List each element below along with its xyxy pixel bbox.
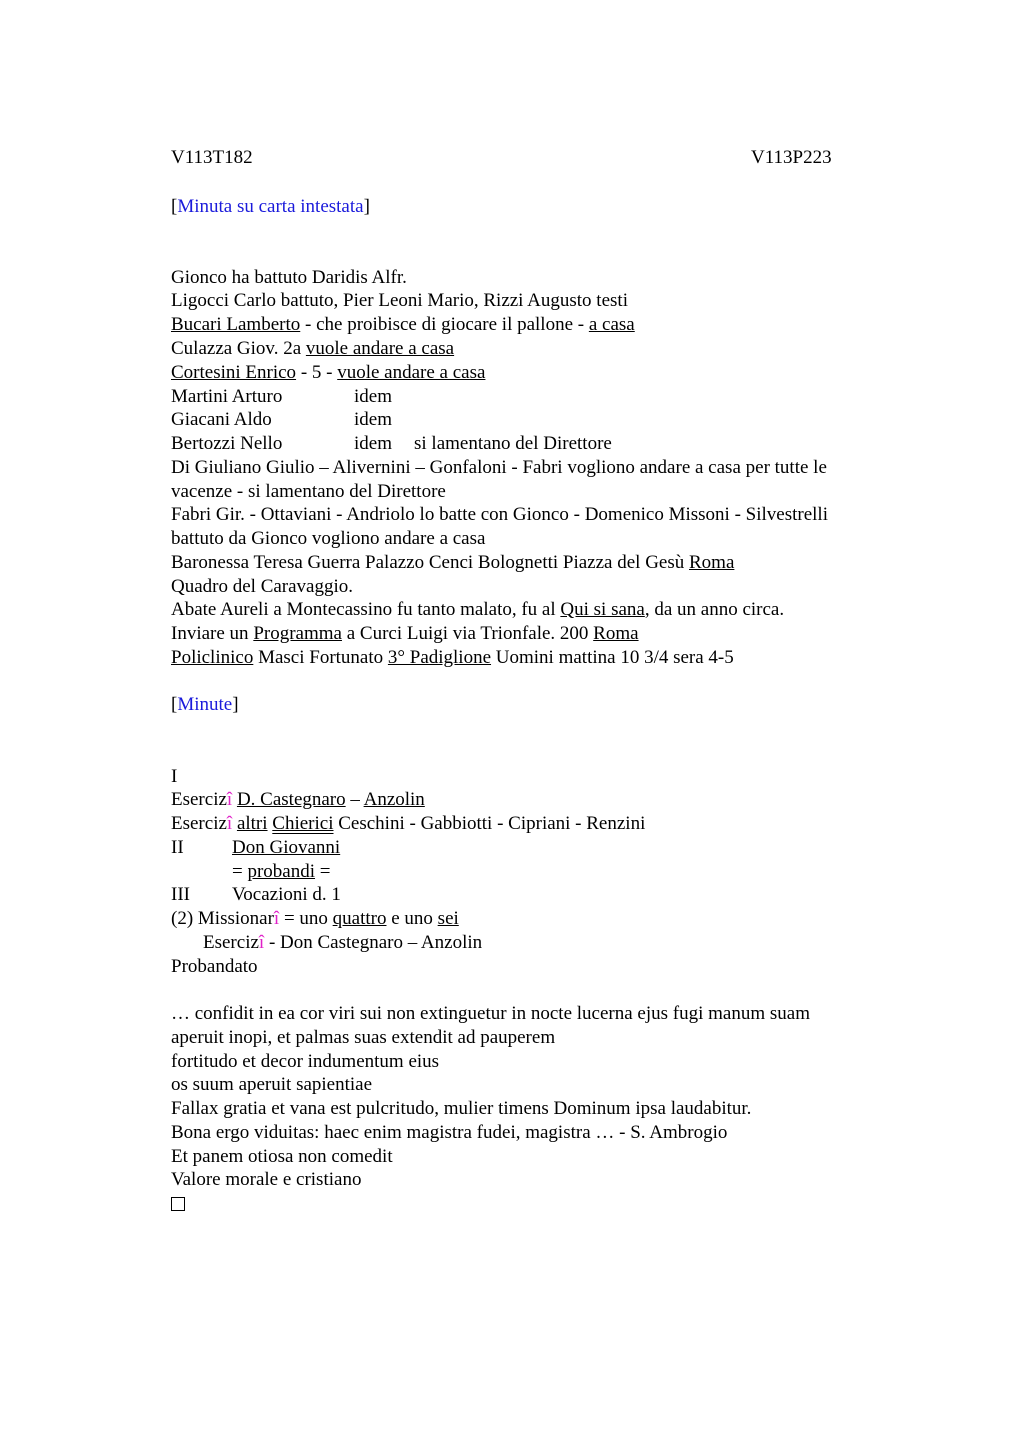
text-line: aperuit inopi, et palmas suas extendit ad pauperem	[171, 1027, 556, 1048]
bracket-open: [	[171, 694, 178, 715]
minute-name: Anzolin	[363, 789, 425, 810]
bracket-close: ]	[232, 694, 239, 715]
minute-text: =	[232, 861, 248, 882]
text-line: Bona ergo viduitas: haec enim magistra fudei, magistra … - S. Ambrogio	[171, 1122, 728, 1143]
minute-line	[171, 788, 425, 812]
note-text: Baronessa Teresa Guerra Palazzo Cenci Bolognetti Piazza del Gesù	[171, 552, 689, 573]
esercizi-word: Esercizî	[171, 789, 233, 810]
note-text: Abate Aureli a Montecassino fu tanto malato, fu al	[171, 599, 561, 620]
note-line: Di Giuliano Giulio – Alivernini – Gonfaloni - Fabri vogliono andare a casa per tutte le	[171, 457, 827, 478]
note-line: Fabri Gir. - Ottaviani - Andriolo lo batte con Gionco - Domenico Missoni - Silvestrelli	[171, 504, 828, 525]
note-idem: idem	[354, 386, 392, 407]
minute-text: e uno	[386, 908, 438, 929]
note-name: Culazza Giov. 2a	[171, 338, 306, 359]
text-line: os suum aperuit sapientiae	[171, 1074, 373, 1095]
esercizi-word: Esercizî	[203, 932, 265, 953]
note-text: vuole andare a casa	[305, 338, 455, 359]
square-icon	[171, 1197, 185, 1211]
note-text: Programma	[253, 623, 342, 644]
minute-text: - Don Castegnaro – Anzolin	[264, 932, 483, 953]
note-line	[171, 432, 871, 456]
note-text: Inviare un	[171, 623, 254, 644]
note-line: Ligocci Carlo battuto, Pier Leoni Mario, Rizzi Augusto testi	[171, 290, 628, 311]
note-line	[171, 646, 734, 670]
section-label: Minuta su carta intestata	[177, 196, 364, 217]
minute-text: –	[345, 789, 364, 810]
note-idem: idem	[354, 433, 392, 454]
note-line	[171, 598, 784, 622]
note-idem: idem	[354, 409, 392, 430]
minute-name: D. Castegnaro	[236, 789, 346, 810]
minute-line	[171, 883, 571, 907]
note-place: Policlinico	[171, 647, 254, 668]
bracket-open: [	[171, 196, 178, 217]
minute-text: quattro	[332, 908, 387, 929]
note-line	[171, 313, 635, 337]
note-place: Roma	[689, 552, 735, 573]
header-right-code: V113P223	[751, 147, 832, 168]
minute-line: Probandato	[171, 956, 258, 977]
minute-text: =	[315, 861, 331, 882]
note-name: Giacani Aldo	[171, 409, 272, 430]
section-label: Minute	[177, 694, 233, 715]
note-text: Masci Fortunato	[253, 647, 388, 668]
note-line: Quadro del Caravaggio.	[171, 576, 354, 597]
note-line	[171, 385, 871, 409]
note-line	[171, 408, 871, 432]
minute-text	[171, 789, 232, 810]
note-text: vuole andare a casa	[337, 362, 486, 383]
section-heading-minute	[171, 693, 239, 717]
missionari-word: (2) Missionarî	[171, 908, 280, 929]
minute-text: sei	[437, 908, 459, 929]
minute-text: Vocazioni d. 1	[232, 884, 341, 905]
note-line	[171, 361, 485, 385]
minute-text: Chierici	[272, 813, 334, 834]
bracket-close: ]	[363, 196, 370, 217]
note-text: a casa	[588, 314, 635, 335]
minute-text: probandi	[247, 861, 316, 882]
minute-roman: III	[171, 884, 190, 905]
text-line: Valore morale e cristiano	[171, 1169, 362, 1190]
note-place: Roma	[593, 623, 639, 644]
note-text: 3° Padiglione	[387, 647, 492, 668]
header-left-code: V113T182	[171, 147, 253, 168]
note-line: Gionco ha battuto Daridis Alfr.	[171, 267, 407, 288]
note-text: Uomini mattina 10 3/4 sera 4-5	[491, 647, 734, 668]
note-name: Bucari Lamberto	[171, 314, 301, 335]
note-name: Martini Arturo	[171, 386, 283, 407]
minute-line	[171, 812, 645, 836]
section-heading-minuta	[171, 195, 370, 219]
note-text: a Curci Luigi via Trionfale. 200	[341, 623, 594, 644]
note-name: Cortesini Enrico	[171, 362, 297, 383]
note-text: , da un anno circa.	[644, 599, 785, 620]
minute-line	[171, 931, 482, 955]
text-line: Fallax gratia et vana est pulcritudo, mulier timens Dominum ipsa laudabitur.	[171, 1098, 752, 1119]
minute-text: = uno	[279, 908, 333, 929]
note-text: - che proibisce di giocare il pallone -	[300, 314, 589, 335]
minute-name: Don Giovanni	[232, 837, 341, 858]
note-text: si lamentano del Direttore	[414, 433, 612, 454]
text-line: Et panem otiosa non comedit	[171, 1146, 393, 1167]
minute-line: I	[171, 766, 178, 787]
text-line: … confidit in ea cor viri sui non extinguetur in nocte lucerna ejus fugi manum suam	[171, 1003, 810, 1024]
checkbox-square-icon	[171, 1192, 185, 1218]
note-text: - 5 -	[296, 362, 338, 383]
note-name: Bertozzi Nello	[171, 433, 283, 454]
note-line	[171, 551, 734, 575]
note-line: battuto da Gionco vogliono andare a casa	[171, 528, 486, 549]
note-line	[171, 622, 639, 646]
minute-roman: II	[171, 837, 184, 858]
esercizi-word: Esercizî	[171, 813, 233, 834]
minute-line	[171, 836, 571, 860]
text-line: fortitudo et decor indumentum eius	[171, 1051, 440, 1072]
note-line: vacenze - si lamentano del Direttore	[171, 481, 446, 502]
minute-text	[232, 860, 330, 884]
minute-text: altri	[236, 813, 268, 834]
note-line	[171, 337, 454, 361]
note-place: Qui si sana	[560, 599, 645, 620]
minute-line	[171, 907, 459, 931]
minute-text: Ceschini - Gabbiotti - Cipriani - Renzini	[333, 813, 646, 834]
